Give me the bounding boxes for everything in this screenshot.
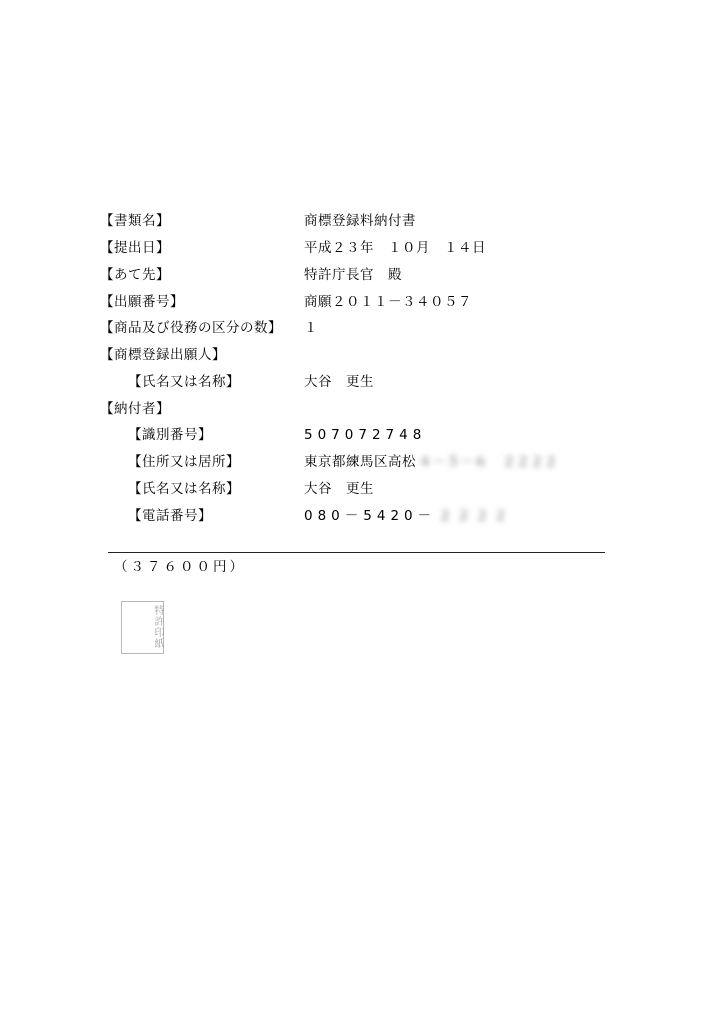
- field-label: 【商品及び役務の区分の数】: [100, 320, 282, 336]
- field-label: 【出願番号】: [100, 294, 184, 310]
- redacted-address: ４－５－６ ２２２２: [418, 454, 558, 470]
- field-label: 【住所又は居所】: [128, 454, 240, 470]
- field-label: 【氏名又は名称】: [128, 481, 240, 497]
- field-value: 507072748: [304, 427, 427, 443]
- section-label: 【納付者】: [100, 401, 170, 417]
- field-value: １: [304, 320, 318, 336]
- address-text: 東京都練馬区高松: [304, 454, 416, 470]
- field-value: 特許庁長官 殿: [304, 267, 402, 283]
- stamp-label: [122, 605, 163, 649]
- field-value: [304, 506, 512, 526]
- field-value: 大谷 更生: [304, 374, 374, 390]
- field-value: [304, 452, 558, 472]
- section-label: 【商標登録出願人】: [100, 347, 226, 363]
- field-label: 【あて先】: [100, 267, 170, 283]
- field-value: 平成２３年 １０月 １４日: [304, 240, 486, 256]
- revenue-stamp-box: [121, 601, 164, 654]
- divider-line: [108, 552, 605, 553]
- field-label: 【書類名】: [100, 213, 170, 229]
- fee-amount: （３７６００円）: [114, 559, 246, 575]
- phone-text: 080－5420－: [304, 508, 437, 524]
- field-label: 【氏名又は名称】: [128, 374, 240, 390]
- field-label: 【提出日】: [100, 240, 170, 256]
- field-value: 商標登録料納付書: [304, 213, 416, 229]
- stamp-text: 特許印紙: [152, 605, 163, 649]
- field-value: 商願２０１１－３４０５７: [304, 294, 472, 310]
- field-label: 【電話番号】: [128, 508, 212, 524]
- field-value: 大谷 更生: [304, 481, 374, 497]
- redacted-phone: ２２２２: [438, 508, 513, 524]
- field-label: 【識別番号】: [128, 427, 212, 443]
